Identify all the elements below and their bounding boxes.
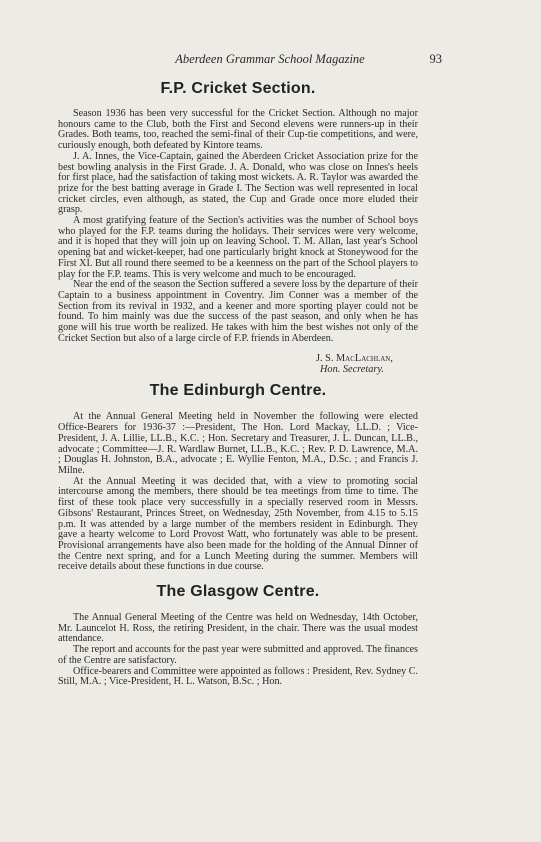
page-number: 93: [429, 52, 442, 66]
paragraph: Season 1936 has been very successful for the Cricket Section. Although no major honours came to the Club, both the First and Second elevens were runners-up in their Grades. Both teams, too, reached the semi-final of their Cup-tie competitions, and were, curiously enough, both defeated by Kintore teams.: [58, 108, 418, 152]
paragraph: The Annual General Meeting of the Centre was held on Wednesday, 14th October, Mr. Launcelot H. Ross, the retiring President, in the chair. There was the usual modest attendance.: [58, 612, 418, 645]
section-glasgow-centre: [58, 583, 418, 688]
section-fp-cricket: [58, 80, 418, 375]
section-title: The Glasgow Centre.: [156, 583, 320, 601]
paragraph: Office-bearers and Committee were appointed as follows : President, Rev. Sydney C. Still, M.A. ; Vice-President, H. L. Watson, B.Sc. ; Hon.: [58, 665, 419, 688]
running-title: Aberdeen Grammar School Magazine: [175, 52, 365, 66]
section-title: F.P. Cricket Section.: [160, 80, 316, 97]
signature-name: J. S. MacLachlan,: [316, 353, 393, 365]
paragraph: At the Annual Meeting it was decided that, with a view to promoting social intercourse among the members, there should be tea meetings from time to time. The first of these took place very successfully in a specially reserved room in Messrs. Gibsons' Restaurant, Princes Street, on Wednesday, 25th November, from 4.15 to 5.15 p.m. It was attended by a large number of the members resident in Edinburgh. They gave a hearty welcome to Lord Provost Watt, who fortunately was able to be present. Provisional arrangements have also been made for the holding of the Annual Dinner of the Centre next spring, and for a Lunch Meeting during the summer. Members will receive details about these functions in due course.: [58, 475, 418, 573]
paragraph: The report and accounts for the past year were submitted and approved. The finances of the Centre are satisfactory.: [58, 644, 418, 666]
paragraph: J. A. Innes, the Vice-Captain, gained the Aberdeen Cricket Association prize for the best bowling analysis in the First Grade. J. A. Donald, who was close on Innes's heels for first place, had the satisfaction of taking most wickets. A. R. Taylor was awarded the prize for the best batting average in Grade I. The Section was well represented in local cricket circles, even although, as stated, the Cup and Grade once more eluded their grasp.: [58, 150, 418, 216]
running-header: [0, 52, 541, 68]
paragraph: At the Annual General Meeting held in November the following were elected Office-Bearers for 1936-37 :—President, The Hon. Lord Mackay, LL.D. ; Vice-President, J. A. Lillie, LL.B., K.C. ; Hon. Secretary and Treasurer, J. L. Duncan, LL.B., advocate ; Committee—J. R. Wardlaw Burnet, LL.B., K.C. ; Rev. P. D. Lawrence, M.A. ; Douglas H. Johnston, B.A., advocate ; E. Wyllie Fenton, M.A., D.Sc. ; and Francis J. Milne.: [58, 411, 418, 476]
section-edinburgh-centre: [58, 382, 418, 573]
paragraph: Near the end of the season the Section suffered a severe loss by the departure of their Captain to a business appointment in Coventry. Jim Conner was a member of the Section from its revival in 1932, and a keener and more sporting player could not be found. To him mainly was due the success of the past season, and only when he has gone will his true worth be realized. He takes with him the best wishes not only of the Cricket Section but also of a large circle of F.P. friends in Aberdeen.: [58, 279, 418, 344]
paragraph: A most gratifying feature of the Section's activities was the number of School boys who played for the F.P. teams during the holidays. Their services were very welcome, and it is hoped that they will join up on leaving School. T. M. Allan, last year's School opening bat and wicket-keeper, had one particularly bright knock at Stoneywood for the First XI. But all round there seemed to be a keenness on the part of the School players to play for the F.P. teams. This is very welcome and much to be encouraged.: [58, 215, 418, 280]
signature-block: [58, 353, 418, 375]
section-title: The Edinburgh Centre.: [149, 382, 327, 400]
page-body: [58, 74, 418, 688]
signature-role: Hon. Secretary.: [320, 364, 384, 376]
